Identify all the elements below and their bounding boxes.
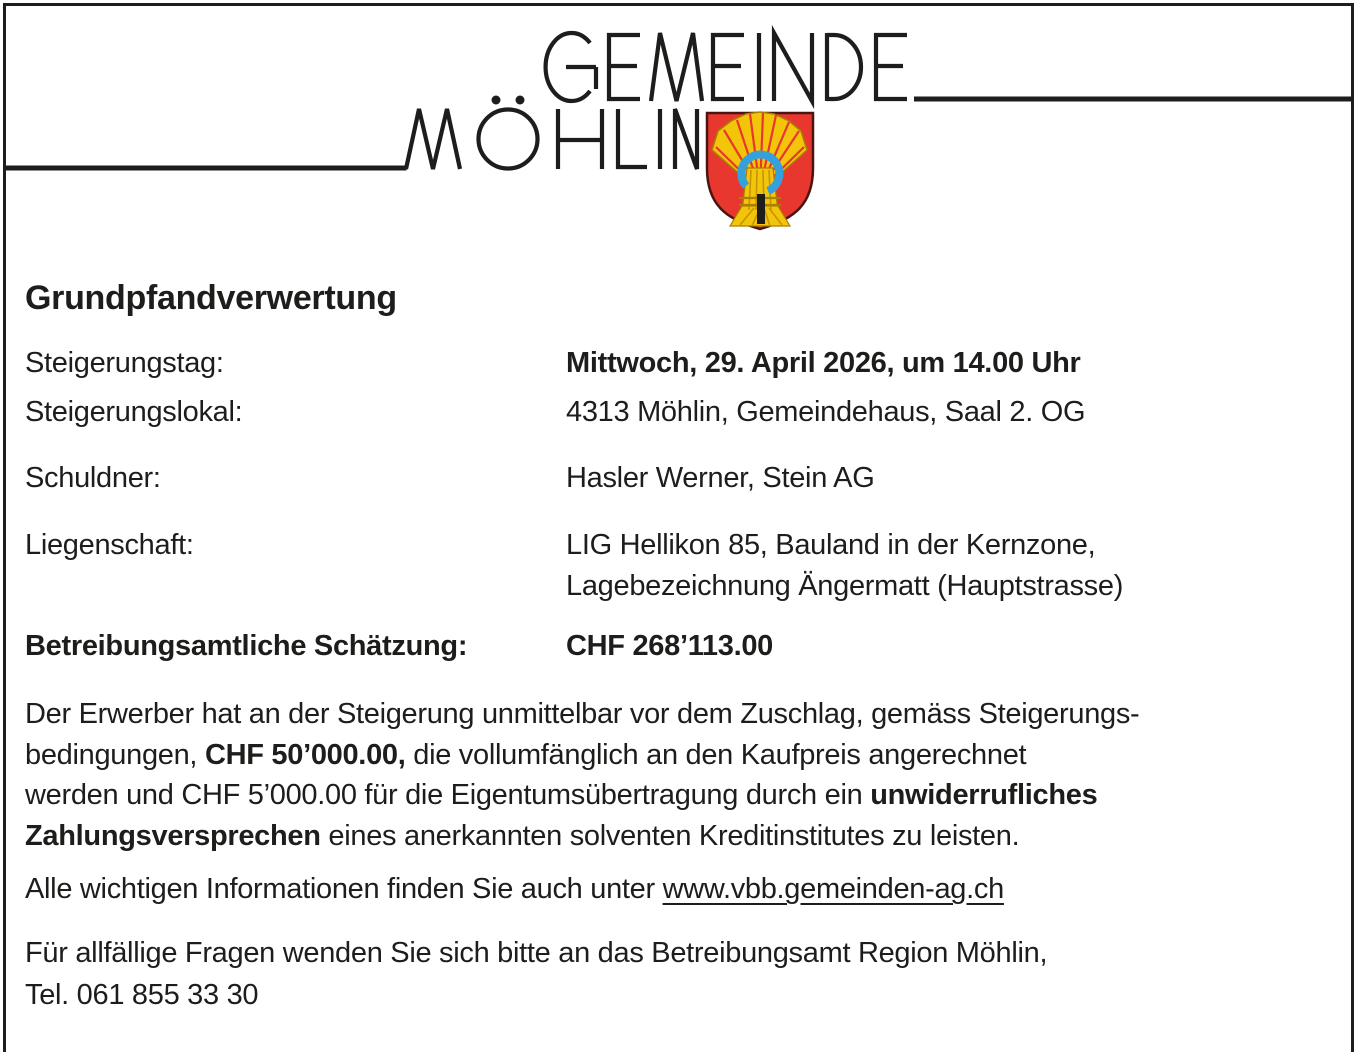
detail-value: 4313 Möhlin, Gemeindehaus, Saal 2. OG xyxy=(566,396,1086,428)
detail-value: Mittwoch, 29. April 2026, um 14.00 Uhr xyxy=(566,347,1081,379)
umlaut-dot xyxy=(492,96,501,105)
detail-value-line2: Lagebezeichnung Ängermatt (Hauptstrasse) xyxy=(566,570,1124,602)
text-run: CHF 50’000.00, xyxy=(204,738,406,771)
detail-label: Steigerungslokal: xyxy=(25,396,243,428)
page-title: Grundpfandverwertung xyxy=(25,279,397,317)
text-run: werden und CHF 5’000.00 für die Eigentumsübertragung durch ein xyxy=(25,779,871,811)
contact-phone: Tel. 061 855 33 30 xyxy=(25,979,259,1011)
paragraph-line: Für allfällige Fragen wenden Sie sich bitte an das Betreibungsamt Region Möhlin, xyxy=(25,937,1048,969)
logo-rule-right xyxy=(914,97,1354,102)
detail-label: Steigerungstag: xyxy=(25,347,224,379)
detail-value: Hasler Werner, Stein AG xyxy=(566,462,875,494)
logo-word-moehlin xyxy=(406,109,697,169)
paragraph-line xyxy=(25,775,1335,816)
detail-value: LIG Hellikon 85, Bauland in der Kernzone, xyxy=(566,529,1096,561)
paragraph-line xyxy=(25,816,1335,857)
umlaut-dot xyxy=(516,96,525,105)
paragraph-line xyxy=(25,735,1335,776)
text-run: bedingungen, xyxy=(25,738,205,771)
text-run: Zahlungsversprechen xyxy=(25,819,321,852)
text-run: eines anerkannten solventen Kreditinstitutes zu leisten. xyxy=(320,819,1020,852)
paragraph-line xyxy=(25,869,1335,909)
detail-label: Schuldner: xyxy=(25,462,161,494)
paragraph-line xyxy=(25,694,1335,735)
website-link[interactable]: www.vbb.gemeinden-ag.ch xyxy=(662,873,1004,905)
info-link-paragraph xyxy=(25,869,1335,909)
detail-label: Liegenschaft: xyxy=(25,529,194,561)
detail-value: CHF 268’113.00 xyxy=(566,630,773,662)
gemeinde-moehlin-logo xyxy=(0,0,1357,250)
text-run: unwiderrufliches xyxy=(870,779,1098,811)
text-run: Der Erwerber hat an der Steigerung unmittelbar vor dem Zuschlag, gemäss Steigerungs- xyxy=(25,698,1140,730)
contact-paragraph xyxy=(25,932,1335,1016)
text-run: Alle wichtigen Informationen finden Sie auch unter xyxy=(25,873,663,905)
detail-label: Betreibungsamtliche Schätzung: xyxy=(25,630,468,662)
moehlin-coat-of-arms-icon xyxy=(707,112,813,229)
logo-rule-left xyxy=(5,166,407,171)
text-run: die vollumfänglich an den Kaufpreis angerechnet xyxy=(405,738,1027,771)
sickle-handle xyxy=(757,194,765,224)
conditions-paragraph xyxy=(25,694,1335,856)
logo-word-gemeinde xyxy=(546,33,907,101)
